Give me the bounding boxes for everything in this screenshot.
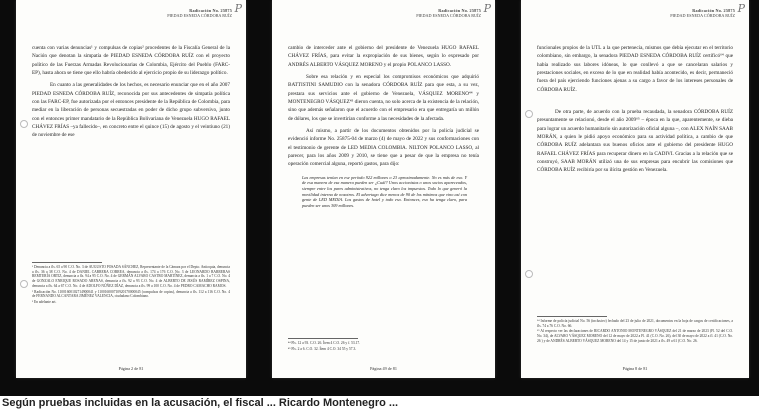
- signature-mark: P: [737, 2, 745, 15]
- footnote: ¹ Denuncia a fls. 65 a 90 C.O. No. 3 de AUGUSTO POSADA SÁNCHEZ, Representante de la Cámara por el Depto. Antioquia, denuncia a fls. 36 a 38 C.O. No. 4 de DANIEL CABRERA CORREA, denuncia a fls. 174 a 176 C.O. No. 3 de LEONARDO BARRERAS REMTERÍA ORTIZ, denuncia a fls. 94 a 95 C.O. No. 4 de GERMÁN ALVARO CASTRO MARTÍNEZ, denuncia a fls. 1 a 7 C.O. No. 4 de GONZALO ENRIQUE ROSADO ARENAS, denuncia a fls. 92 a 93 C.O. No. 4 de ALBERTO DE JESÚS RAMÍREZ OSPINA, denuncia a fls. 64 a 67 C.O. No. 4 de ADOLFO NÚÑEZ DÍAZ, denuncia a fls. 99 a 100 C.O. No. 4 de PEDRO CAMACHO RAMOS.: [32, 265, 230, 288]
- signature-mark: P: [483, 2, 491, 15]
- page-body: [537, 44, 733, 179]
- footnote: ⁴⁴ Fls. 12 a 93. C.O. 26. Ítem 4 C.O. 26 y f. 53.17.: [288, 341, 361, 345]
- paragraph: En cuanto a las generalidades de los hechos, es necesario enunciar que en el año 2007 PIEDAD ESNEDA CÓRDOBA RUÍZ, reconocida por sus antecedentes de simpatía política con las FARC-EP, fue autorizada por el entonces presidente de la República de Colombia, para mediar en la liberación de personas secuestradas en poder de dicho grupo subversivo, junto con el entonces primer mandatario de la República Bolivariana de Venezuela HUGO RAFAEL CHÁVEZ FRÍAS –ya fallecido–, en concreto entre el quince (15) de agosto y el veintiuno (21) de noviembre de ese: [32, 82, 230, 139]
- document-page-1: [16, 0, 246, 378]
- block-quote: Las empresas tenían en ese período 922 millones o 23 aproximadamente. No es más de eso. Y de esa manera de esa manera pueden ser ¿Cuál? Unos accionistas o unos socios apareceados, siempre entre los pares administrativos, no tenga claro los impuestos. Todo lo que generó la movilidad interna de nosotros. El advertago dice menos de 90 de los mínimos que vino así con gente de LED MEDIA. Los gastos de hotel y todo eso. Entonces, eso ha tenga claro, para pueden ser unos 309 millones.: [302, 174, 467, 208]
- footnotes: [32, 265, 230, 306]
- case-number: Radicación No. 25875: [189, 8, 232, 13]
- footnote: ⁴⁵ Fls. 2 a 6. C.O. 32. Ítem 4 C.O. 34 55 y 57.3.: [288, 346, 357, 351]
- image-caption: Según pruebas incluidas en la acusación, el fiscal ... Ricardo Montenegro ...: [2, 397, 399, 409]
- footnote: ² Radicación No. 11001600102714900041 y 110016000710920170000045 (compulsas de copias), denuncia a fls. 112 a 116 C.O. No. 4 de FERNANDO ALCANTARA JIMÉNEZ VALENCIA, ciudadano Colombiano.: [32, 289, 230, 299]
- binder-hole: [20, 280, 28, 288]
- paragraph: Sobre esa relación y en especial los compromisos económicos que adquirió BATTISTINI SAMUDIO con la senadora CÓRDOBA RUÍZ para que esta, a su vez, prestara sus servicios ante el gobierno de Venezuela, VÁSQUEZ MORENO⁴⁴ y MONTENEGRO VÁSQUEZ⁴⁵ dieron cuenta, no solo acerca de la existencia de la relación, sino que además señalaron que el acuerdo con el empresario era que entregaría un millón de dólares, los que se invertirían conforme a las necesidades de la afectada.: [288, 74, 479, 122]
- document-page-3: [521, 0, 749, 378]
- page-header: [670, 8, 735, 18]
- page-header: [416, 8, 481, 18]
- footnote-rule: [288, 338, 358, 339]
- defendant-name: PIEDAD ESNEDA CÓRDOBA RUÍZ: [167, 13, 232, 19]
- binder-hole: [20, 120, 28, 128]
- paragraph: cambio de interceder ante el gobierno del presidente de Venezuela HUGO RAFAEL CHÁVEZ FRÍAS, para evitar la expropiación de sus bienes, según lo expresado por ANDRÉS ALBERTO VÁSQUEZ MORENO y el propio POLANCO LASSO.: [288, 45, 479, 68]
- paragraph: cuenta con varias denuncias¹ y compulsas de copias² procedentes de la Fiscalía General de la Nación que denotan la simpatía de PIEDAD ESNEDA CÓRDOBA RUÍZ con el proyecto político de las Fuerzas Armadas Revolucionarias de Colombia, Ejército del Pueblo (FARC-EP), hasta ahora se tiene que ello habría obedecido al ejercicio propio de su liderazgo político.: [32, 45, 230, 77]
- case-number: Radicación No. 25875: [438, 8, 481, 13]
- page-body: [288, 44, 479, 214]
- binder-hole: [525, 110, 533, 118]
- document-page-2: [272, 0, 495, 378]
- page-number: Página 2 de 81: [118, 366, 144, 371]
- footnote: ⁶⁴ Informe de policía judicial No. 56 (inclusivo) fechado del 23 de julio de 2021, documentos en la hoja de cargos de certificaciones, a fls. 74 a 76 C.O. No. 66.: [537, 319, 733, 328]
- footnotes: [537, 319, 733, 345]
- footnote: ³ En adelante art.: [32, 299, 57, 304]
- binder-hole: [525, 270, 533, 278]
- footnote-rule: [537, 316, 607, 317]
- signature-mark: P: [234, 2, 242, 15]
- paragraph: Así mismo, a partir de los documentos obtenidos por la policía judicial se evidenció informe No. 25875-04 de marzo (4) de mayo de 2022 y sus conformaciones con el testimonio de gerente de LED MEDIA COLOMBIA. NILTON POLANCO LASSO, al parecer, para los años 2009 y 2010, se tiene que a pesar de que la empresa no tenía operación comercial alguna, reportó gastos, para dijo:: [288, 128, 479, 168]
- page-number: Página 49 de 81: [370, 366, 397, 371]
- footnotes: [288, 341, 479, 352]
- page-body: [32, 44, 230, 144]
- footnote-rule: [32, 262, 102, 263]
- paragraph: funcionales propios de la UTL a la que pertenecía, mismos que debía ejecutar en el territorio colombiano, sin embargo, la senadora PIEDAD ESNEDA CÓRDOBA RUÍZ certificó⁶⁴ que había realizado sus labores idóneas, lo que conllevó a que se cancelaran salarios y prestaciones sociales, en exceso de lo que en realidad había acontecido, es decir, permaneció fuera del país ejerciendo funciones ajenas a su cargo a favor de los intereses personales de CÓRDOBA RUÍZ.: [537, 45, 733, 93]
- paragraph: De otra parte, de acuerdo con la prueba recaudada, la senadora CÓRDOBA RUÍZ presuntamente se relacionó, desde el año 2009⁶⁵ – época en la que, aparentemente, se dieba para lograr un acuerdo humanitario sin autorización oficial alguna –, con ALEX NAÍN SAAB MORÁN, a quien le pidió apoyo económico para su actividad política, a cambio de que CÓRDOBA RUÍZ adelantara sus buenos oficios ante el gobierno del presidente HUGO RAFAEL CHÁVEZ FRÍAS para recuperar dinero en la CADIVI. Gracias a la relación que se construyó, SAAB MORÁN utilizó una de sus empresas para encubrir las comisiones que CÓRDOBA RUÍZ recibiría por su ilícita gestión en Venezuela.: [537, 109, 733, 174]
- page-number: Página 8 de 81: [622, 366, 648, 371]
- footnote: ⁶⁵ Al respecto ver las declaraciones de RICARDO ANTONIO MONTENEGRO VÁSQUEZ del 21 de marzo de 2023 (Fl. 52 del C.O. No. 34), de ALVARO VÁSQUEZ MORENO del 12 de mayo de 2022 a Fl. 41 (C.O. No. 26), del 30 de mayo de 2022 a fl. 41 (C.O. No. 26 ) y de ANDRÉS ALBERTO VÁSQUEZ MORENO del 14 y 15 de junio de 2021 a fls. 49 a 61 (C.O. No. 26.: [537, 329, 733, 343]
- case-number: Radicación No. 25875: [692, 8, 735, 13]
- defendant-name: PIEDAD ESNEDA CÓRDOBA RUÍZ: [670, 13, 735, 19]
- defendant-name: PIEDAD ESNEDA CÓRDOBA RUÍZ: [416, 13, 481, 19]
- page-header: [167, 8, 232, 18]
